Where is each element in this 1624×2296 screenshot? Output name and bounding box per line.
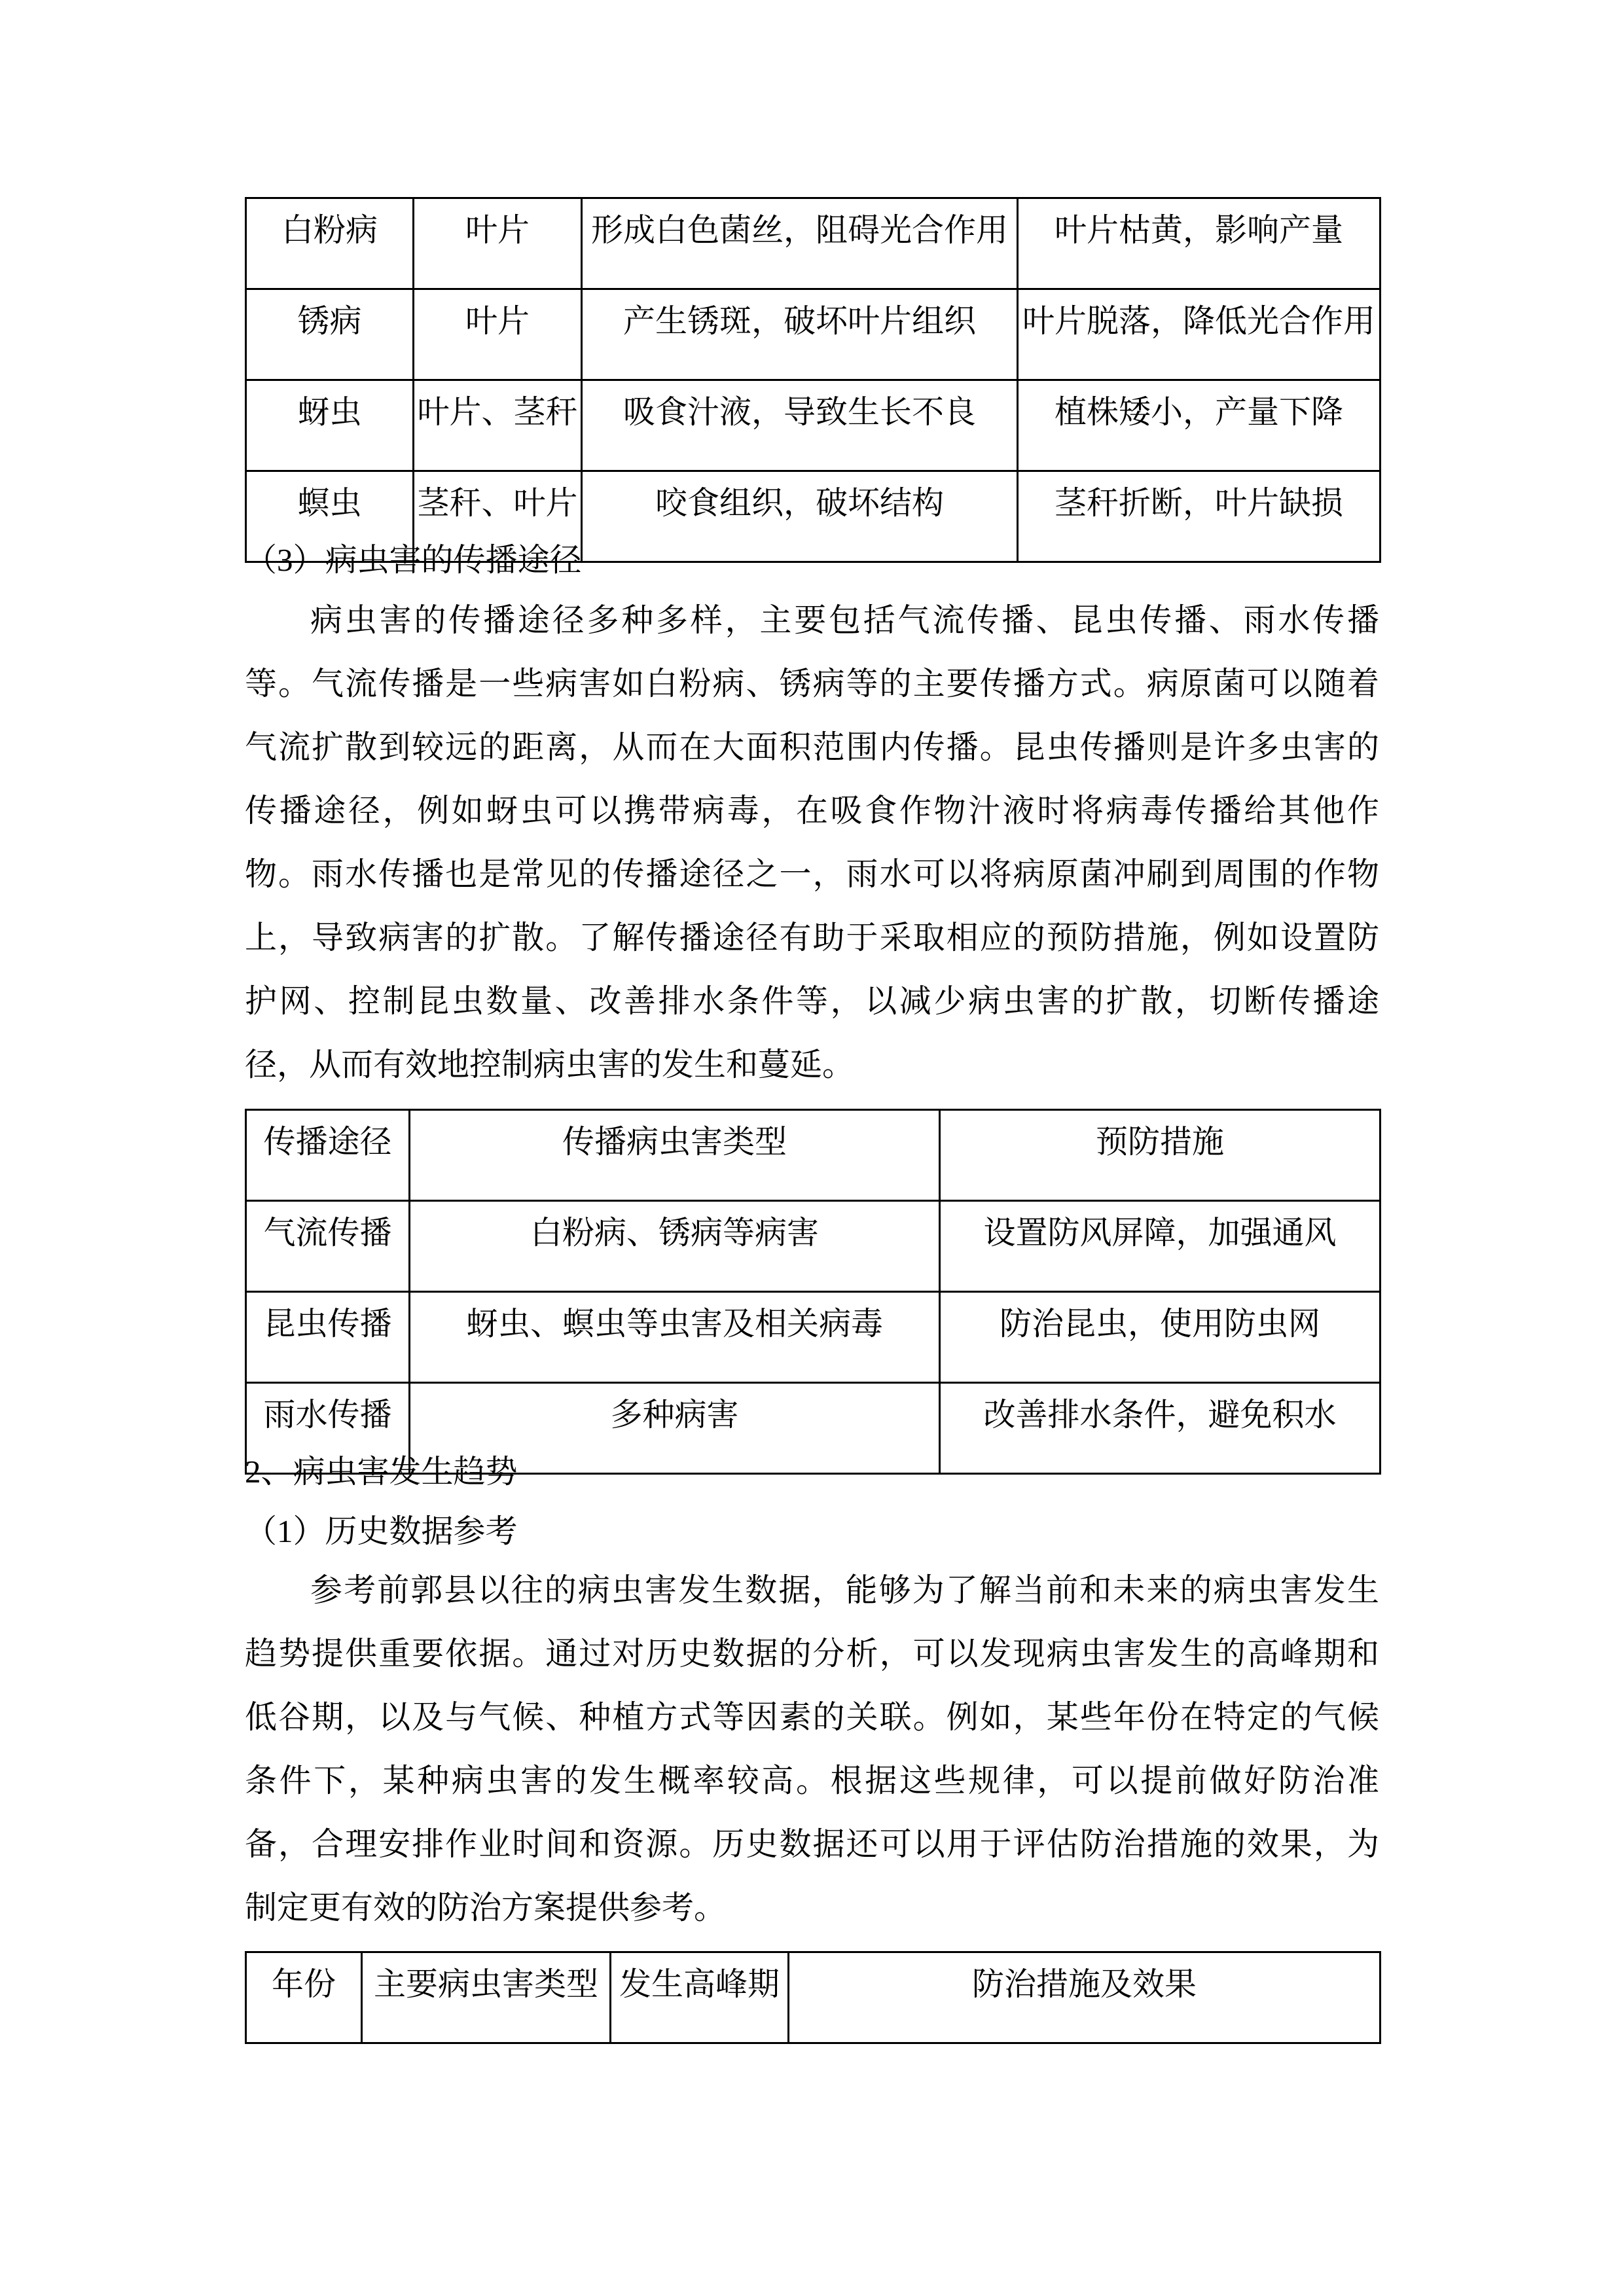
table-cell: 叶片、茎秆 — [414, 380, 582, 471]
table-cell: 形成白色菌丝，阻碍光合作用 — [582, 198, 1018, 289]
table-header-row — [246, 1952, 1380, 2043]
table-cell: 茎秆、叶片 — [414, 471, 582, 562]
table-cell: 设置防风屏障，加强通风 — [940, 1201, 1380, 1292]
table-cell: 产生锈斑，破坏叶片组织 — [582, 289, 1018, 380]
column-header: 年份 — [246, 1952, 362, 2043]
table-cell: 咬食组织，破坏结构 — [582, 471, 1018, 562]
column-header: 传播途径 — [246, 1110, 410, 1201]
paragraph-line: 气流扩散到较远的距离，从而在大面积范围内传播。昆虫传播则是许多虫害的 — [245, 729, 1379, 765]
table-cell: 白粉病、锈病等病害 — [410, 1201, 940, 1292]
section-heading-transmission: （3）病虫害的传播途径 — [245, 542, 582, 578]
table-cell: 锈病 — [246, 289, 414, 380]
paragraph-line: 趋势提供重要依据。通过对历史数据的分析，可以发现病虫害发生的高峰期和 — [245, 1636, 1379, 1672]
paragraph-line: 制定更有效的防治方案提供参考。 — [245, 1890, 727, 1926]
paragraph-line: 径，从而有效地控制病虫害的发生和蔓延。 — [245, 1047, 855, 1083]
section-heading-trend: 2、病虫害发生趋势 — [245, 1454, 518, 1490]
table-row — [246, 198, 1380, 289]
paragraph-line: 上，导致病害的扩散。了解传播途径有助于采取相应的预防措施，例如设置防 — [245, 920, 1379, 956]
table-cell: 叶片枯黄，影响产量 — [1018, 198, 1380, 289]
table-cell: 蚜虫 — [246, 380, 414, 471]
table-cell: 防治昆虫，使用防虫网 — [940, 1292, 1380, 1383]
table-cell: 植株矮小，产量下降 — [1018, 380, 1380, 471]
column-header: 主要病虫害类型 — [362, 1952, 611, 2043]
table-cell: 叶片脱落，降低光合作用 — [1018, 289, 1380, 380]
paragraph-line: 低谷期，以及与气候、种植方式等因素的关联。例如，某些年份在特定的气候 — [245, 1699, 1379, 1735]
paragraph-line: 备，合理安排作业时间和资源。历史数据还可以用于评估防治措施的效果，为 — [245, 1826, 1379, 1862]
symptoms-table — [245, 197, 1381, 563]
paragraph-line: 护网、控制昆虫数量、改善排水条件等，以减少病虫害的扩散，切断传播途 — [245, 983, 1379, 1019]
table-row — [246, 289, 1380, 380]
column-header: 防治措施及效果 — [789, 1952, 1380, 2043]
table-cell: 叶片 — [414, 198, 582, 289]
column-header: 传播病虫害类型 — [410, 1110, 940, 1201]
table-cell: 白粉病 — [246, 198, 414, 289]
table-cell: 叶片 — [414, 289, 582, 380]
paragraph-line: 条件下，某种病虫害的发生概率较高。根据这些规律，可以提前做好防治准 — [245, 1763, 1379, 1799]
column-header: 发生高峰期 — [611, 1952, 789, 2043]
paragraph-line: 病虫害的传播途径多种多样，主要包括气流传播、昆虫传播、雨水传播 — [310, 602, 1379, 638]
table-cell: 昆虫传播 — [246, 1292, 410, 1383]
table-cell: 雨水传播 — [246, 1383, 410, 1474]
column-header: 预防措施 — [940, 1110, 1380, 1201]
table-header-row — [246, 1110, 1380, 1201]
table-cell: 蚜虫、螟虫等虫害及相关病毒 — [410, 1292, 940, 1383]
subsection-heading-history: （1）历史数据参考 — [245, 1513, 518, 1549]
table-cell: 改善排水条件，避免积水 — [940, 1383, 1380, 1474]
table-cell: 多种病害 — [410, 1383, 940, 1474]
table-row — [246, 380, 1380, 471]
table-cell: 气流传播 — [246, 1201, 410, 1292]
table-cell: 螟虫 — [246, 471, 414, 562]
transmission-table — [245, 1109, 1381, 1475]
table-cell: 吸食汁液，导致生长不良 — [582, 380, 1018, 471]
table-row — [246, 1292, 1380, 1383]
paragraph-line: 参考前郭县以往的病虫害发生数据，能够为了解当前和未来的病虫害发生 — [310, 1572, 1379, 1608]
table-row — [246, 1201, 1380, 1292]
history-table — [245, 1951, 1381, 2044]
paragraph-line: 物。雨水传播也是常见的传播途径之一，雨水可以将病原菌冲刷到周围的作物 — [245, 856, 1379, 892]
paragraph-line: 传播途径，例如蚜虫可以携带病毒，在吸食作物汁液时将病毒传播给其他作 — [245, 793, 1379, 829]
paragraph-line: 等。气流传播是一些病害如白粉病、锈病等的主要传播方式。病原菌可以随着 — [245, 666, 1379, 702]
table-cell: 茎秆折断，叶片缺损 — [1018, 471, 1380, 562]
